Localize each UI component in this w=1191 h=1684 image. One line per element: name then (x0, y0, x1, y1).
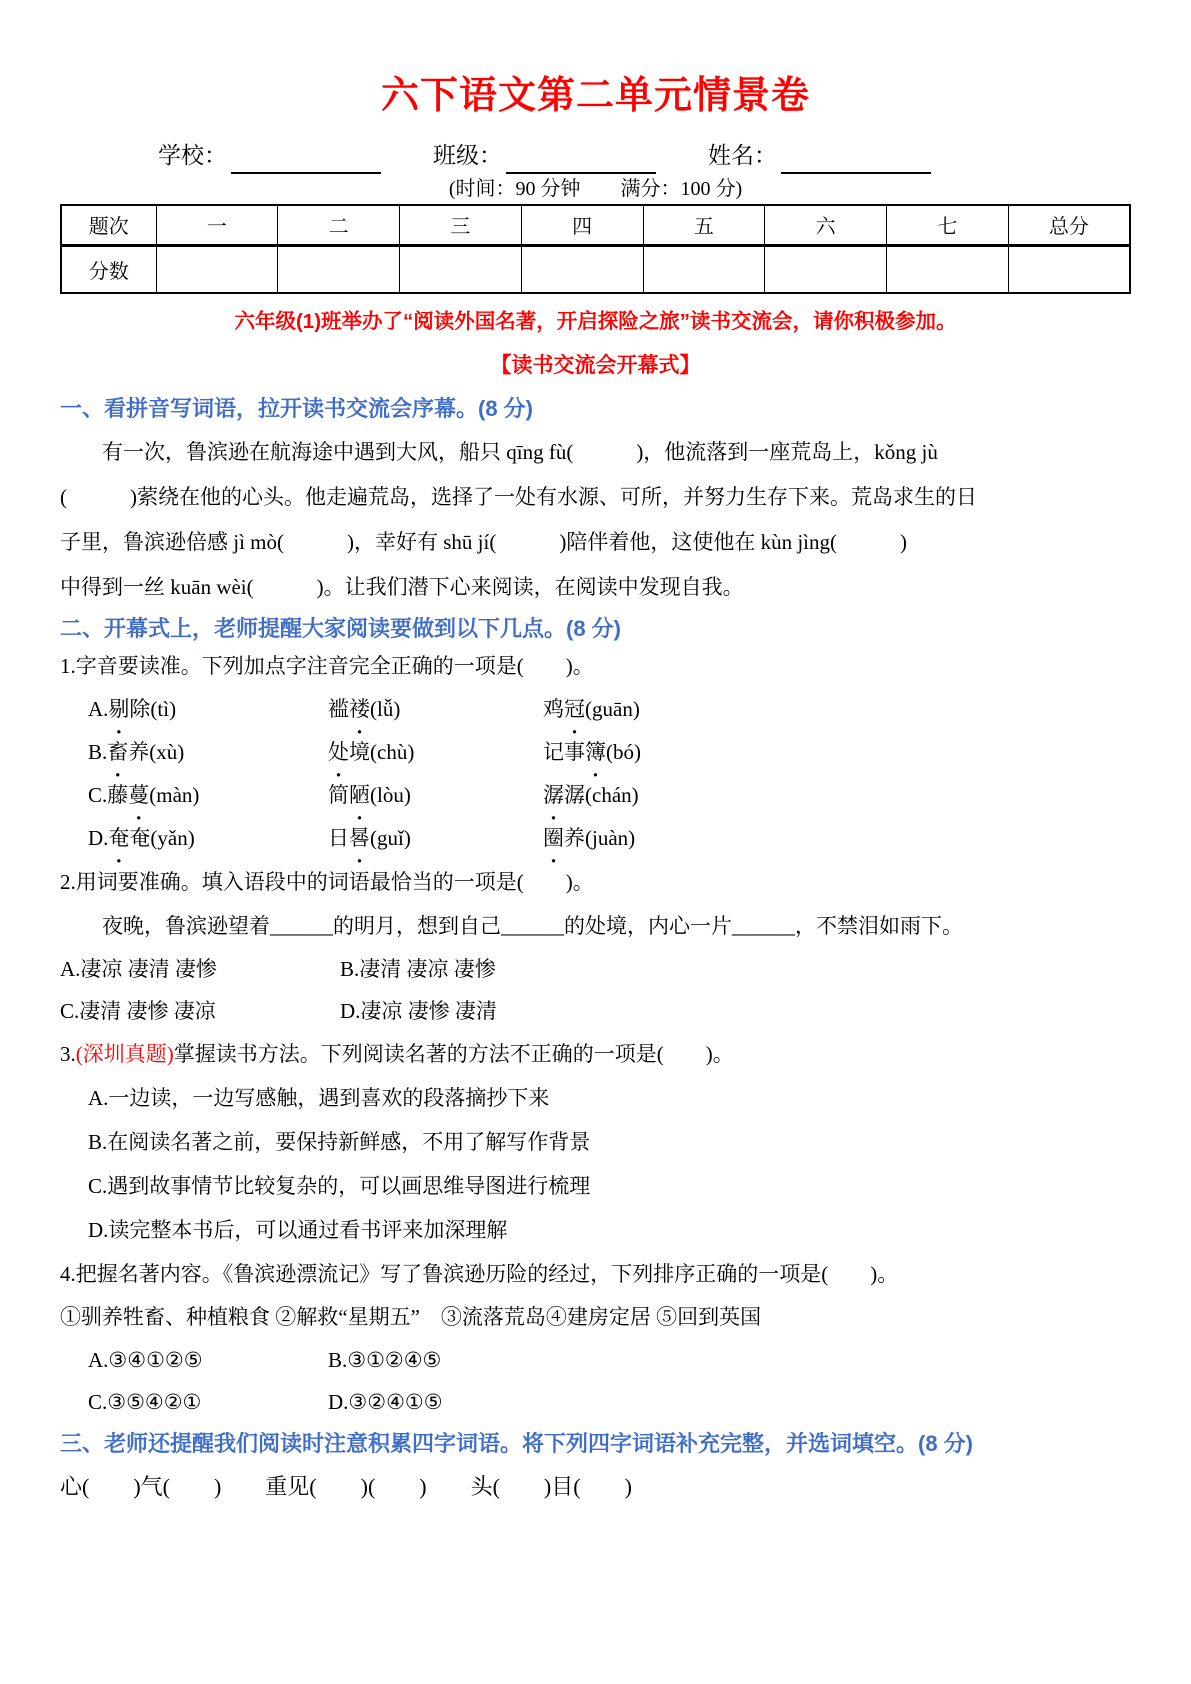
option-item: 褴褛(lǚ) (328, 697, 401, 721)
question-3-option: C.遇到故事情节比较复杂的，可以画思维导图进行梳理 (88, 1174, 591, 1198)
student-info-row (60, 138, 1131, 174)
score-table-header-cell: 一 (156, 205, 278, 245)
question-2-stem: 2.用词要准确。填入语段中的词语最恰当的一项是( )。 (60, 870, 594, 894)
score-cell[interactable] (1008, 245, 1130, 293)
question-2-fill-line: 夜晚，鲁滨逊望着______的明月，想到自己______的处境，内心一片______，不禁泪如雨下。 (102, 914, 963, 938)
question-3-source-tag: (深圳真题) (75, 1042, 174, 1066)
option-item: C.藤蔓(màn) (88, 783, 200, 807)
question-1-option-row (60, 817, 1131, 860)
paragraph-line: ( )萦绕在他的心头。他走遍荒岛，选择了一处有水源、可所，并努力生存下来。荒岛求生的日 (60, 485, 977, 509)
score-table-header-cell: 三 (400, 205, 522, 245)
option-item: 处境(chù) (328, 740, 415, 764)
section-three-heading: 三、老师还提醒我们阅读时注意积累四字词语。将下列四字词语补充完整，并选词填空。(8 分) (60, 1431, 974, 1456)
score-row-label: 分数 (61, 245, 156, 293)
question-1-option-row (60, 688, 1131, 731)
score-cell[interactable] (765, 245, 887, 293)
school-label: 学校： (158, 143, 227, 168)
question-3-option: D.读完整本书后，可以通过看书评来加深理解 (88, 1218, 508, 1242)
class-field (433, 138, 656, 174)
four-char-words-line: 心( )气( ) 重见( )( ) 头( )目( ) (60, 1474, 632, 1499)
question-3-option: B.在阅读名著之前，要保持新鲜感，不用了解写作背景 (88, 1130, 591, 1154)
score-cell[interactable] (400, 245, 522, 293)
option-item: A.凄凉 凄清 凄惨 (60, 957, 217, 981)
question-2-option-row (60, 990, 1131, 1032)
option-item: D.③②④①⑤ (328, 1390, 443, 1414)
option-item: B.畜养(xù) (88, 740, 185, 764)
option-item: 圈养(juàn) (543, 826, 636, 850)
question-3-number: 3. (60, 1042, 76, 1066)
school-blank[interactable] (231, 144, 381, 174)
page-title: 六下语文第二单元情景卷 (380, 75, 810, 117)
option-item: 记事簿(bó) (543, 740, 641, 764)
question-1-option-row (60, 731, 1131, 774)
question-4-option-row (60, 1339, 1131, 1381)
score-cell[interactable] (278, 245, 400, 293)
paragraph-line: 有一次，鲁滨逊在航海途中遇到大风，船只 qīng fù( )，他流落到一座荒岛上，kǒng jù (102, 440, 938, 464)
option-item: 鸡冠(guān) (543, 697, 640, 721)
score-table-header-cell: 四 (521, 205, 643, 245)
name-field (708, 138, 931, 174)
question-3-option: A.一边读，一边写感触，遇到喜欢的段落摘抄下来 (88, 1086, 550, 1110)
pinyin-paragraph (60, 430, 1131, 610)
question-4-sequence: ①驯养牲畜、种植粮食 ②解救“星期五” ③流落荒岛④建房定居 ⑤回到英国 (60, 1305, 762, 1329)
score-cell[interactable] (887, 245, 1009, 293)
score-table-header-row (61, 205, 1130, 245)
question-3-text: 掌握读书方法。下列阅读名著的方法不正确的一项是( )。 (173, 1042, 734, 1066)
score-table-header-cell: 七 (887, 205, 1009, 245)
option-item: B.③①②④⑤ (328, 1348, 442, 1372)
score-table-header-cell: 六 (765, 205, 887, 245)
question-2-option-row (60, 948, 1131, 990)
section-two-heading: 二、开幕式上，老师提醒大家阅读要做到以下几点。(8 分) (60, 616, 622, 641)
score-cell[interactable] (643, 245, 765, 293)
ceremony-subtitle: 【读书交流会开幕式】 (490, 354, 701, 377)
class-blank[interactable] (506, 144, 656, 174)
question-3-stem (60, 1032, 1131, 1076)
score-table-score-row (61, 245, 1130, 293)
section-one-heading: 一、看拼音写词语，拉开读书交流会序幕。(8 分) (60, 396, 534, 421)
option-item: D.凄凉 凄惨 凄清 (340, 999, 497, 1023)
time-score-meta: (时间：90 分钟 满分：100 分) (448, 178, 743, 200)
score-table-header-cell: 总分 (1008, 205, 1130, 245)
score-table-header-cell: 题次 (61, 205, 156, 245)
name-label: 姓名： (708, 143, 777, 168)
option-item: 潺潺(chán) (543, 783, 639, 807)
option-item: C.③⑤④②① (88, 1390, 202, 1414)
score-cell[interactable] (521, 245, 643, 293)
intro-notice: 六年级(1)班举办了“阅读外国名著，开启探险之旅”读书交流会，请你积极参加。 (234, 310, 957, 333)
question-4-option-row (60, 1381, 1131, 1423)
score-table-header-cell: 五 (643, 205, 765, 245)
score-table (60, 204, 1131, 294)
score-cell[interactable] (156, 245, 278, 293)
option-item: D.奄奄(yǎn) (88, 826, 195, 850)
option-item: A.③④①②⑤ (88, 1348, 203, 1372)
class-label: 班级： (433, 143, 502, 168)
paragraph-line: 中得到一丝 kuān wèi( )。让我们潜下心来阅读，在阅读中发现自我。 (60, 575, 744, 599)
name-blank[interactable] (781, 144, 931, 174)
option-item: A.剔除(tì) (88, 697, 177, 721)
score-table-header-cell: 二 (278, 205, 400, 245)
option-item: C.凄清 凄惨 凄凉 (60, 999, 216, 1023)
paragraph-line: 子里，鲁滨逊倍感 jì mò( )，幸好有 shū jí( )陪伴着他，这使他在 kùn jìng( ) (60, 530, 907, 554)
question-4-stem: 4.把握名著内容。《鲁滨逊漂流记》写了鲁滨逊历险的经过，下列排序正确的一项是( )。 (60, 1262, 899, 1286)
school-field (158, 138, 381, 174)
option-item: 日晷(guǐ) (328, 826, 411, 850)
question-1-stem: 1.字音要读准。下列加点字注音完全正确的一项是( )。 (60, 654, 594, 678)
option-item: 简陋(lòu) (328, 783, 411, 807)
option-item: B.凄清 凄凉 凄惨 (340, 957, 496, 981)
